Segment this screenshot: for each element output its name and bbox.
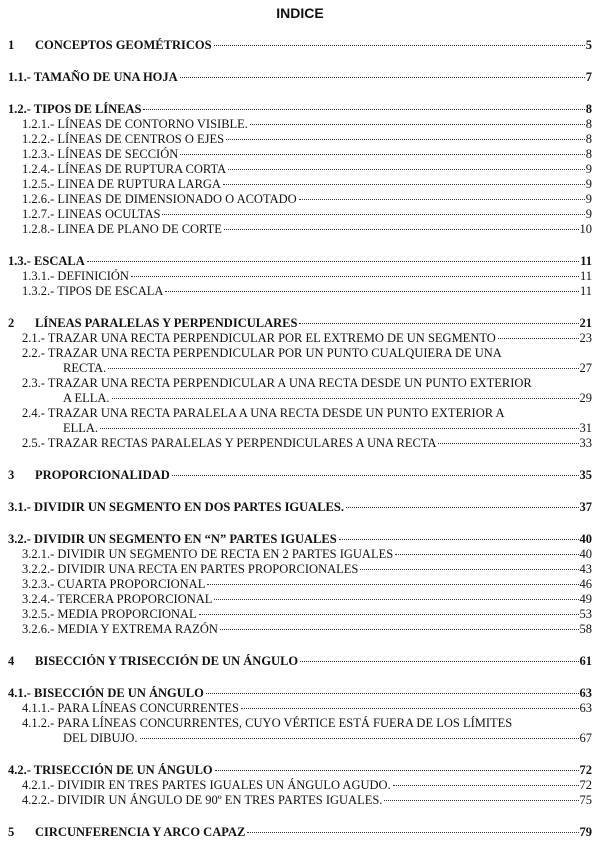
toc-entry-sub[interactable] [8,207,592,222]
dot-leader [438,443,578,444]
dot-leader [180,154,585,155]
entry-title: 2.2.- TRAZAR UNA RECTA PERPENDICULAR POR UN PUNTO CUALQUIERA DE UNA [22,346,502,360]
toc-group [8,763,592,808]
page-number: 5 [585,38,592,52]
toc-entry-sub[interactable] [8,577,592,592]
toc-entry-sub[interactable] [8,421,592,436]
toc-entry-sub[interactable] [8,716,592,731]
page-number: 63 [579,701,592,715]
page-number: 11 [580,254,592,268]
chapter-number: 3 [8,468,15,482]
page-number: 67 [579,731,592,745]
dot-leader [112,398,579,399]
toc-entry-section[interactable] [8,763,592,778]
entry-title: 1.2.3.- LÍNEAS DE SECCIÓN [22,147,179,161]
dot-leader [224,229,579,230]
page-number: 53 [579,607,592,621]
dot-leader [172,475,579,476]
toc-entry-sub[interactable] [8,192,592,207]
dot-leader [207,584,578,585]
toc-entry-sub[interactable] [8,162,592,177]
entry-title: BISECCIÓN Y TRISECCIÓN DE UN ÁNGULO [35,654,299,668]
toc-entry-sub[interactable] [8,376,592,391]
dot-leader [384,800,578,801]
toc-entry-section[interactable] [8,70,592,85]
page-number: 9 [585,177,592,191]
dot-leader [87,261,579,262]
dot-leader [223,184,585,185]
toc-entry-chapter[interactable] [8,654,592,669]
entry-title: 4.1.1.- PARA LÍNEAS CONCURRENTES [22,701,239,715]
dot-leader [247,832,578,833]
entry-title: 2.1.- TRAZAR UNA RECTA PERPENDICULAR POR EL EXTREMO DE UN SEGMENTO [22,331,496,345]
entry-title: 4.2.- TRISECCIÓN DE UN ÁNGULO [8,763,213,777]
dot-leader [393,785,579,786]
page-number: 79 [579,825,592,839]
toc-entry-section[interactable] [8,254,592,269]
toc-entry-sub[interactable] [8,177,592,192]
entry-title: 4.2.2.- DIVIDIR UN ÁNGULO DE 90º EN TRES PARTES IGUALES. [22,793,383,807]
page-number: 10 [579,222,592,236]
toc-entry-sub[interactable] [8,547,592,562]
toc-entry-chapter[interactable] [8,825,592,840]
entry-title: 3.2.- DIVIDIR UN SEGMENTO EN “N” PARTES IGUALES [8,532,337,546]
entry-title: A ELLA. [63,391,110,405]
page-number: 43 [579,562,592,576]
toc-entry-section[interactable] [8,532,592,547]
toc-group [8,825,592,840]
entry-title: 1.2.8.- LINEA DE PLANO DE CORTE [22,222,222,236]
dot-leader [226,139,585,140]
entry-title: 2.5.- TRAZAR RECTAS PARALELAS Y PERPENDICULARES A UNA RECTA [22,436,437,450]
toc-entry-sub[interactable] [8,132,592,147]
dot-leader [162,214,584,215]
dot-leader [498,338,579,339]
toc-entry-sub[interactable] [8,222,592,237]
dot-leader [165,291,579,292]
entry-title: 3.2.2.- DIVIDIR UNA RECTA EN PARTES PROPORCIONALES [22,562,359,576]
toc-group [8,654,592,669]
dot-leader [395,554,578,555]
dot-leader [140,738,579,739]
toc-group [8,686,592,746]
dot-leader [215,770,579,771]
toc-group [8,468,592,483]
toc-entry-chapter[interactable] [8,468,592,483]
chapter-number: 4 [8,654,15,668]
page-number: 63 [579,686,592,700]
dot-leader [199,614,579,615]
dot-leader [299,199,585,200]
entry-title: 1.2.1.- LÍNEAS DE CONTORNO VISIBLE. [22,117,248,131]
entry-title: 1.2.5.- LINEA DE RUPTURA LARGA [22,177,221,191]
chapter-number: 1 [8,38,15,52]
page-number: 40 [579,532,592,546]
dot-leader [100,428,578,429]
dot-leader [131,276,579,277]
entry-title: 1.3.2.- TIPOS DE ESCALA [22,284,164,298]
dot-leader [180,77,585,78]
page-number: 8 [585,102,592,116]
toc-entry-section[interactable] [8,686,592,701]
dot-leader [220,629,579,630]
toc-entry-sub[interactable] [8,391,592,406]
toc-group [8,532,592,637]
entry-title: 3.2.5.- MEDIA PROPORCIONAL [22,607,197,621]
entry-title: 4.1.- BISECCIÓN DE UN ÁNGULO [8,686,204,700]
chapter-number: 2 [8,316,15,330]
dot-leader [299,323,578,324]
page-number: 21 [579,316,592,330]
toc-entry-sub[interactable] [8,793,592,808]
toc-entry-sub[interactable] [8,436,592,451]
toc-entry-sub[interactable] [8,607,592,622]
toc-entry-section[interactable] [8,102,592,117]
page-number: 49 [579,592,592,606]
toc-entry-chapter[interactable] [8,38,592,53]
entry-title: 1.1.- TAMAÑO DE UNA HOJA [8,70,178,84]
toc-entry-chapter[interactable] [8,316,592,331]
toc-entry-sub[interactable] [8,346,592,361]
entry-title: 1.3.- ESCALA [8,254,85,268]
entry-title: 1.2.4.- LÍNEAS DE RUPTURA CORTA [22,162,227,176]
dot-leader [250,124,585,125]
entry-title: DEL DIBUJO. [63,731,138,745]
toc-entry-sub[interactable] [8,701,592,716]
dot-leader [214,599,578,600]
entry-title: 3.2.6.- MEDIA Y EXTREMA RAZÓN [22,622,218,636]
toc-entry-section[interactable] [8,500,592,515]
page-number: 8 [585,117,592,131]
dot-leader [214,45,585,46]
entry-title: 1.2.- TIPOS DE LÍNEAS [8,102,142,116]
entry-title: LÍNEAS PARALELAS Y PERPENDICULARES [35,316,298,330]
page-number: 33 [579,436,592,450]
page-number: 11 [579,284,592,298]
page-number: 75 [579,793,592,807]
dot-leader [300,661,578,662]
dot-leader [206,693,579,694]
entry-title: 1.2.7.- LINEAS OCULTAS [22,207,161,221]
page-number: 9 [585,207,592,221]
page-number: 9 [585,162,592,176]
entry-title: CONCEPTOS GEOMÉTRICOS [35,38,212,52]
page-number: 61 [579,654,592,668]
toc-entry-sub[interactable] [8,562,592,577]
toc-group [8,316,592,451]
chapter-number: 5 [8,825,15,839]
toc-group [8,102,592,237]
toc-entry-sub[interactable] [8,731,592,746]
toc-entry-sub[interactable] [8,117,592,132]
entry-title: 1.2.6.- LINEAS DE DIMENSIONADO O ACOTADO [22,192,297,206]
entry-title: 4.2.1.- DIVIDIR EN TRES PARTES IGUALES UN ÁNGULO AGUDO. [22,778,391,792]
toc-group [8,38,592,53]
toc-entry-sub[interactable] [8,284,592,299]
entry-title: ELLA. [63,421,99,435]
page-number: 23 [579,331,592,345]
toc-entry-sub[interactable] [8,269,592,284]
toc-group [8,70,592,85]
entry-title: 3.2.3.- CUARTA PROPORCIONAL [22,577,206,591]
toc-group [8,500,592,515]
page-number: 35 [579,468,592,482]
page-number: 72 [579,763,592,777]
page-number: 72 [579,778,592,792]
entry-title: 2.4.- TRAZAR UNA RECTA PARALELA A UNA RECTA DESDE UN PUNTO EXTERIOR A [22,406,505,420]
entry-title: 3.2.4.- TERCERA PROPORCIONAL [22,592,213,606]
toc-entry-sub[interactable] [8,406,592,421]
toc-entry-sub[interactable] [8,778,592,793]
toc-entry-sub[interactable] [8,592,592,607]
page-number: 58 [579,622,592,636]
entry-title: 3.2.1.- DIVIDIR UN SEGMENTO DE RECTA EN 2 PARTES IGUALES [22,547,394,561]
page-number: 8 [585,132,592,146]
dot-leader [339,539,579,540]
page-number: 29 [579,391,592,405]
toc-entry-sub[interactable] [8,622,592,637]
page-number: 40 [579,547,592,561]
dot-leader [346,507,579,508]
entry-title: 3.1.- DIVIDIR UN SEGMENTO EN DOS PARTES IGUALES. [8,500,344,514]
entry-title: PROPORCIONALIDAD [35,468,170,482]
page-number: 27 [579,361,592,375]
entry-title: RECTA. [63,361,107,375]
page-number: 46 [579,577,592,591]
page-number: 8 [585,147,592,161]
entry-title: 2.3.- TRAZAR UNA RECTA PERPENDICULAR A UNA RECTA DESDE UN PUNTO EXTERIOR [22,376,532,390]
dot-leader [228,169,585,170]
page-number: 11 [579,269,592,283]
page-number: 31 [579,421,592,435]
dot-leader [143,109,584,110]
toc-entry-sub[interactable] [8,331,592,346]
dot-leader [241,708,579,709]
page-number: 37 [579,500,592,514]
dot-leader [108,368,578,369]
entry-title: 4.1.2.- PARA LÍNEAS CONCURRENTES, CUYO VÉRTICE ESTÁ FUERA DE LOS LÍMITES [22,716,513,730]
dot-leader [360,569,578,570]
toc-entry-sub[interactable] [8,147,592,162]
entry-title: 1.2.2.- LÍNEAS DE CENTROS O EJES [22,132,225,146]
entry-title: 1.3.1.- DEFINICIÓN [22,269,129,283]
page-title: INDICE [276,5,324,21]
page-number: 9 [585,192,592,206]
table-of-contents [8,38,592,840]
entry-title: CIRCUNFERENCIA Y ARCO CAPAZ [35,825,246,839]
toc-group [8,254,592,299]
toc-entry-sub[interactable] [8,361,592,376]
page-number: 7 [585,70,592,84]
